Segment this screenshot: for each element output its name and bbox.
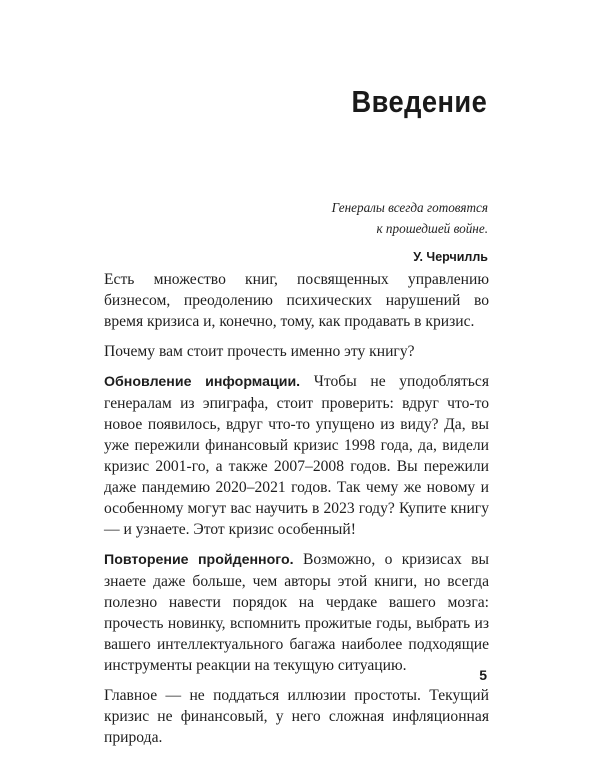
paragraph-text: Главное — не поддаться иллюзии простоты. Текущий кризис не финансовый, у него сложная инфляционная природа. (104, 687, 489, 746)
chapter-title: Введение (351, 84, 487, 119)
epigraph-line: к прошедшей войне. (376, 221, 488, 236)
epigraph (188, 197, 488, 265)
body-text (104, 269, 489, 757)
paragraph (104, 549, 489, 676)
paragraph (104, 371, 489, 540)
epigraph-line: Генералы всегда готовятся (331, 200, 488, 215)
paragraph-text: Чтобы не уподобляться генералам из эпиграфа, стоит проверить: вдруг что-то новое появилось, вдруг что-то упущено из виду? Да, вы уже пережили финансовый кризис 1998 года, да, видели кризис 2001-го, а также 2007–2008 годов. Вы пережили даже пандемию 2020–2021 годов. Так чему же новому и особенному могут вас научить в 2023 году? Купите книгу — и узнаете. Этот кризис особенный! (104, 373, 489, 538)
paragraph (104, 341, 489, 362)
paragraph-text: Возможно, о кризисах вы знаете даже больше, чем авторы этой книги, но всегда полезно навести порядок на чердаке вашего мозга: прочесть новинку, вспомнить прожитые годы, выбрать из вашего интеллектуального багажа наиболее подходящие инструменты реакции на текущую ситуацию. (104, 551, 489, 674)
page-number: 5 (479, 667, 487, 683)
paragraph (104, 269, 489, 332)
epigraph-author: У. Черчилль (413, 250, 488, 264)
paragraph-lead: Повторение пройденного. (104, 552, 294, 568)
paragraph-lead: Обновление информации. (104, 374, 301, 390)
paragraph-text: Есть множество книг, посвященных управлению бизнесом, преодолению психических нарушений во время кризиса и, конечно, тому, как продавать в кризис. (104, 271, 489, 330)
paragraph (104, 685, 489, 748)
paragraph-text: Почему вам стоит прочесть именно эту книгу? (104, 343, 415, 360)
